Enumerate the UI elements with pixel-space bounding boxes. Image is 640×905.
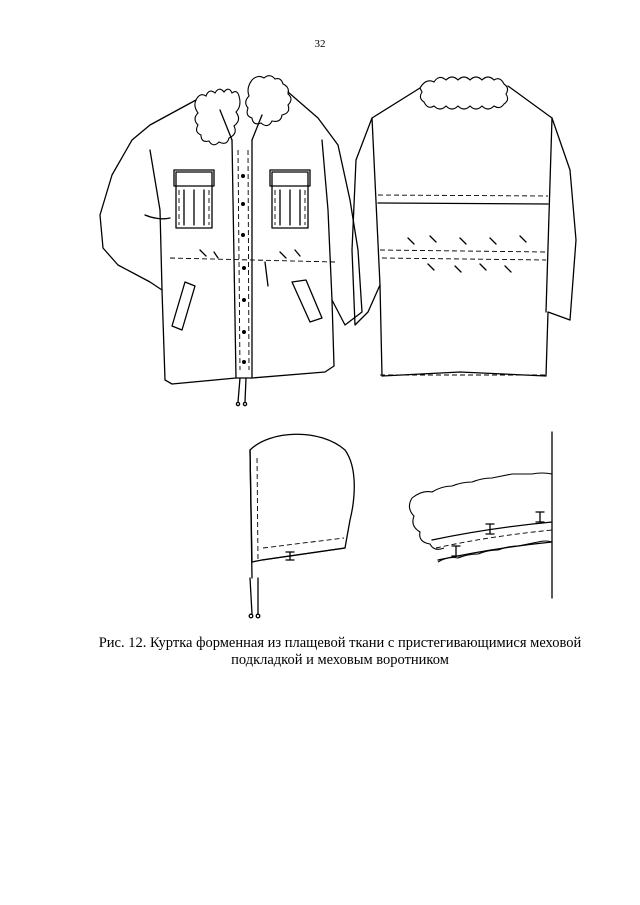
jacket-back-view [352,77,576,376]
sleeve-cuff-view [409,432,552,598]
button-icon [242,360,246,364]
jacket-front-view [100,76,362,406]
caption-line-2: подкладкой и меховым воротником [231,652,449,668]
button-icon [241,233,245,237]
page-number: 32 [314,38,326,50]
button-icon [241,202,245,206]
button-icon [242,298,246,302]
caption-line-1: Рис. 12. Куртка форменная из плащевой ткани с пристегивающимися меховой [98,635,582,651]
button-icon [242,266,246,270]
figure-caption [60,635,620,669]
button-icon [241,174,245,178]
hood-view [249,434,354,618]
button-icon [242,330,246,334]
